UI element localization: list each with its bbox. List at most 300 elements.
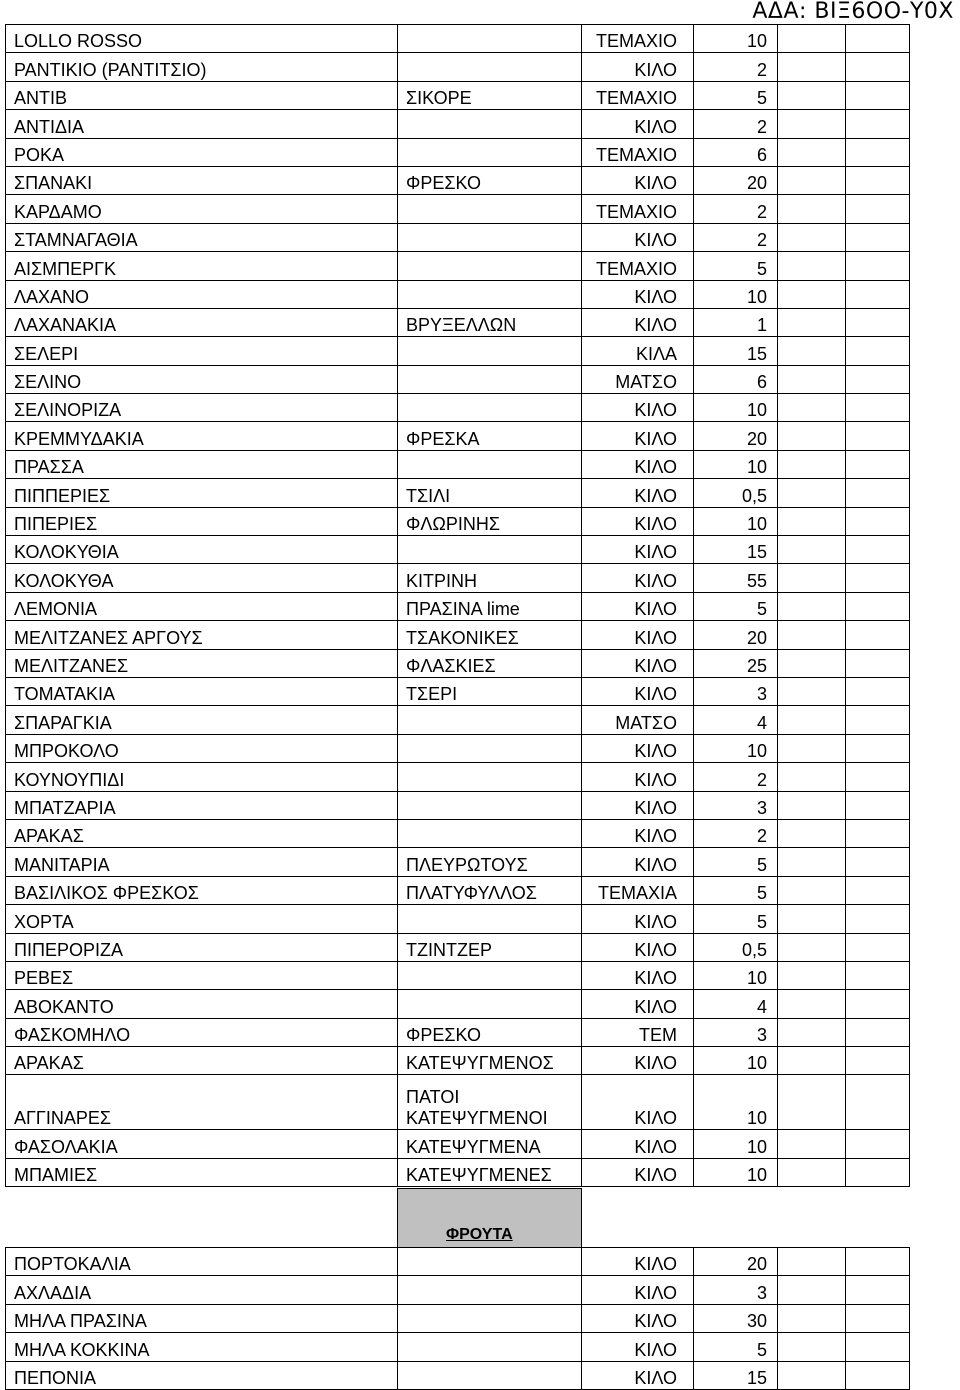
item-quantity: 4 <box>694 990 778 1018</box>
item-name: ΜΗΛΑ ΠΡΑΣΙΝΑ <box>6 1304 398 1332</box>
item-quantity: 5 <box>694 848 778 876</box>
item-quantity: 2 <box>694 53 778 81</box>
empty-cell <box>846 166 910 194</box>
table-row <box>6 1047 910 1075</box>
item-name: ΜΠΡΟΚΟΛΟ <box>6 734 398 762</box>
item-name: ΑΙΣΜΠΕΡΓΚ <box>6 252 398 280</box>
fruits-heading-row <box>6 1189 910 1248</box>
heading-spacer <box>778 1189 846 1248</box>
item-variety <box>398 1361 582 1389</box>
item-unit: ΚΙΛΟ <box>582 990 694 1018</box>
fruits-table <box>5 1188 910 1390</box>
empty-cell <box>778 933 846 961</box>
item-variety <box>398 536 582 564</box>
empty-cell <box>778 621 846 649</box>
item-unit: ΚΙΛΟ <box>582 592 694 620</box>
item-name: ΡΟΚΑ <box>6 138 398 166</box>
item-variety: ΣΙΚΟΡΕ <box>398 81 582 109</box>
empty-cell <box>778 564 846 592</box>
item-unit: ΚΙΛΟ <box>582 1248 694 1276</box>
empty-cell <box>778 81 846 109</box>
item-name: ΧΟΡΤΑ <box>6 905 398 933</box>
item-name: ΠΟΡΤΟΚΑΛΙΑ <box>6 1248 398 1276</box>
item-unit: ΚΙΛΟ <box>582 1158 694 1186</box>
item-unit: ΚΙΛΟ <box>582 819 694 847</box>
table-row <box>6 337 910 365</box>
empty-cell <box>846 1333 910 1361</box>
empty-cell <box>778 223 846 251</box>
item-name: ΦΑΣΟΛΑΚΙΑ <box>6 1130 398 1158</box>
empty-cell <box>778 422 846 450</box>
empty-cell <box>846 961 910 989</box>
empty-cell <box>846 1158 910 1186</box>
item-unit: ΚΙΛΟ <box>582 1276 694 1304</box>
empty-cell <box>778 1276 846 1304</box>
empty-cell <box>846 621 910 649</box>
empty-cell <box>846 138 910 166</box>
item-unit: ΚΙΛΑ <box>582 337 694 365</box>
item-variety <box>398 961 582 989</box>
item-unit: ΤΕΜΑΧΙΟ <box>582 81 694 109</box>
table-row <box>6 138 910 166</box>
empty-cell <box>846 81 910 109</box>
item-unit: ΚΙΛΟ <box>582 280 694 308</box>
item-variety: ΠΛΕΥΡΩΤΟΥΣ <box>398 848 582 876</box>
empty-cell <box>846 536 910 564</box>
item-name: ΠΕΠΟΝΙΑ <box>6 1361 398 1389</box>
item-name: ΠΙΠΕΡΟΡΙΖΑ <box>6 933 398 961</box>
item-name: ΦΑΣΚΟΜΗΛΟ <box>6 1018 398 1046</box>
item-quantity: 20 <box>694 422 778 450</box>
item-variety: ΚΑΤΕΨΥΓΜΕΝΕΣ <box>398 1158 582 1186</box>
item-quantity: 25 <box>694 649 778 677</box>
item-name: ΡΑΝΤΙΚΙΟ (ΡΑΝΤΙΤΣΙΟ) <box>6 53 398 81</box>
empty-cell <box>778 479 846 507</box>
item-variety: ΤΣΕΡΙ <box>398 677 582 705</box>
empty-cell <box>846 365 910 393</box>
item-variety <box>398 905 582 933</box>
item-quantity: 0,5 <box>694 933 778 961</box>
item-variety: ΦΡΕΣΚΑ <box>398 422 582 450</box>
item-unit: ΚΙΛΟ <box>582 223 694 251</box>
empty-cell <box>778 25 846 53</box>
empty-cell <box>846 280 910 308</box>
empty-cell <box>778 195 846 223</box>
item-name: ΑΡΑΚΑΣ <box>6 1047 398 1075</box>
empty-cell <box>778 252 846 280</box>
item-name: ΑΧΛΑΔΙΑ <box>6 1276 398 1304</box>
item-quantity: 20 <box>694 621 778 649</box>
item-variety: ΦΛΑΣΚΙΕΣ <box>398 649 582 677</box>
item-unit: ΤΕΜΑΧΙΟ <box>582 252 694 280</box>
item-quantity: 10 <box>694 1158 778 1186</box>
item-quantity: 10 <box>694 961 778 989</box>
item-variety <box>398 337 582 365</box>
table-row <box>6 252 910 280</box>
item-unit: ΚΙΛΟ <box>582 1304 694 1332</box>
item-unit: ΚΙΛΟ <box>582 1333 694 1361</box>
item-unit: ΚΙΛΟ <box>582 394 694 422</box>
item-name: ΛΑΧΑΝΑΚΙΑ <box>6 308 398 336</box>
item-quantity: 2 <box>694 819 778 847</box>
empty-cell <box>846 734 910 762</box>
item-name: ΑΝΤΙΔΙΑ <box>6 110 398 138</box>
item-variety <box>398 138 582 166</box>
empty-cell <box>778 308 846 336</box>
item-variety <box>398 734 582 762</box>
empty-cell <box>778 763 846 791</box>
empty-cell <box>846 706 910 734</box>
table-row <box>6 791 910 819</box>
empty-cell <box>846 252 910 280</box>
empty-cell <box>846 990 910 1018</box>
item-quantity: 10 <box>694 1075 778 1130</box>
table-row <box>6 1158 910 1186</box>
item-variety <box>398 195 582 223</box>
item-variety: ΠΡΑΣΙΝΑ lime <box>398 592 582 620</box>
item-variety: ΠΛΑΤΥΦΥΛΛΟΣ <box>398 876 582 904</box>
item-quantity: 20 <box>694 166 778 194</box>
item-name: ΜΕΛΙΤΖΑΝΕΣ <box>6 649 398 677</box>
item-quantity: 5 <box>694 252 778 280</box>
item-name: ΑΒΟΚΑΝΤΟ <box>6 990 398 1018</box>
item-unit: ΚΙΛΟ <box>582 507 694 535</box>
table-row <box>6 1248 910 1276</box>
item-name: ΜΠΑΜΙΕΣ <box>6 1158 398 1186</box>
empty-cell <box>778 1248 846 1276</box>
table-row <box>6 1018 910 1046</box>
item-name: ΚΡΕΜΜΥΔΑΚΙΑ <box>6 422 398 450</box>
empty-cell <box>846 1130 910 1158</box>
empty-cell <box>778 819 846 847</box>
empty-cell <box>778 677 846 705</box>
item-quantity: 10 <box>694 280 778 308</box>
table-row <box>6 223 910 251</box>
item-unit: ΚΙΛΟ <box>582 166 694 194</box>
empty-cell <box>846 195 910 223</box>
item-unit: ΤΕΜ <box>582 1018 694 1046</box>
table-row <box>6 933 910 961</box>
table-row <box>6 25 910 53</box>
table-row <box>6 1361 910 1389</box>
empty-cell <box>846 1075 910 1130</box>
item-unit: ΚΙΛΟ <box>582 763 694 791</box>
empty-cell <box>846 848 910 876</box>
item-name: ΣΕΛΙΝΟΡΙΖΑ <box>6 394 398 422</box>
empty-cell <box>778 848 846 876</box>
empty-cell <box>778 1075 846 1130</box>
item-variety: ΤΣΙΛΙ <box>398 479 582 507</box>
item-unit: ΜΑΤΣΟ <box>582 706 694 734</box>
heading-spacer <box>6 1189 398 1248</box>
empty-cell <box>846 507 910 535</box>
ada-stamp: ΑΔΑ: ΒΙΞ6ΟΟ-Υ0Χ <box>752 0 954 24</box>
item-unit: ΤΕΜΑΧΙΟ <box>582 25 694 53</box>
item-name: ΑΡΑΚΑΣ <box>6 819 398 847</box>
item-unit: ΚΙΛΟ <box>582 905 694 933</box>
empty-cell <box>846 819 910 847</box>
item-unit: ΚΙΛΟ <box>582 536 694 564</box>
item-variety: ΚΑΤΕΨΥΓΜΕΝΟΣ <box>398 1047 582 1075</box>
empty-cell <box>846 1047 910 1075</box>
empty-cell <box>846 933 910 961</box>
item-variety: ΦΡΕΣΚΟ <box>398 166 582 194</box>
item-name: ΒΑΣΙΛΙΚΟΣ ΦΡΕΣΚΟΣ <box>6 876 398 904</box>
empty-cell <box>778 905 846 933</box>
item-name: ΚΟΛΟΚΥΘΑ <box>6 564 398 592</box>
heading-spacer <box>846 1189 910 1248</box>
empty-cell <box>846 450 910 478</box>
empty-cell <box>846 876 910 904</box>
empty-cell <box>846 1276 910 1304</box>
item-quantity: 20 <box>694 1248 778 1276</box>
empty-cell <box>846 422 910 450</box>
item-variety <box>398 365 582 393</box>
empty-cell <box>846 394 910 422</box>
empty-cell <box>778 138 846 166</box>
item-variety <box>398 53 582 81</box>
item-unit: ΚΙΛΟ <box>582 450 694 478</box>
empty-cell <box>778 450 846 478</box>
empty-cell <box>846 53 910 81</box>
table-row <box>6 507 910 535</box>
item-variety <box>398 706 582 734</box>
item-quantity: 10 <box>694 1130 778 1158</box>
table-row <box>6 621 910 649</box>
empty-cell <box>778 706 846 734</box>
item-unit: ΚΙΛΟ <box>582 734 694 762</box>
item-name: ΠΡΑΣΣΑ <box>6 450 398 478</box>
item-quantity: 2 <box>694 110 778 138</box>
item-quantity: 5 <box>694 1333 778 1361</box>
empty-cell <box>846 564 910 592</box>
table-row <box>6 53 910 81</box>
heading-spacer <box>694 1189 778 1248</box>
heading-spacer <box>582 1189 694 1248</box>
item-name: ΡΕΒΕΣ <box>6 961 398 989</box>
empty-cell <box>846 905 910 933</box>
item-quantity: 5 <box>694 81 778 109</box>
item-quantity: 10 <box>694 1047 778 1075</box>
item-variety: ΒΡΥΞΕΛΛΩΝ <box>398 308 582 336</box>
empty-cell <box>778 990 846 1018</box>
table-row <box>6 876 910 904</box>
empty-cell <box>778 1158 846 1186</box>
item-unit: ΚΙΛΟ <box>582 961 694 989</box>
table-row <box>6 1304 910 1332</box>
item-quantity: 5 <box>694 876 778 904</box>
empty-cell <box>778 1333 846 1361</box>
table-row <box>6 677 910 705</box>
item-unit: ΚΙΛΟ <box>582 479 694 507</box>
item-quantity: 15 <box>694 536 778 564</box>
table-row <box>6 450 910 478</box>
item-name: ΠΙΠΠΕΡΙΕΣ <box>6 479 398 507</box>
empty-cell <box>846 308 910 336</box>
empty-cell <box>778 536 846 564</box>
table-row <box>6 195 910 223</box>
item-unit: ΚΙΛΟ <box>582 1130 694 1158</box>
table-row <box>6 1075 910 1130</box>
empty-cell <box>778 507 846 535</box>
item-quantity: 10 <box>694 507 778 535</box>
item-name: ΣΕΛΕΡΙ <box>6 337 398 365</box>
item-unit: ΚΙΛΟ <box>582 677 694 705</box>
item-quantity: 2 <box>694 195 778 223</box>
empty-cell <box>778 394 846 422</box>
empty-cell <box>778 1130 846 1158</box>
empty-cell <box>846 337 910 365</box>
item-name: ΚΟΥΝΟΥΠΙΔΙ <box>6 763 398 791</box>
table-row <box>6 308 910 336</box>
item-name: ΑΓΓΙΝΑΡΕΣ <box>6 1075 398 1130</box>
table-row <box>6 961 910 989</box>
table-row <box>6 280 910 308</box>
item-name: ΑΝΤΙΒ <box>6 81 398 109</box>
item-variety <box>398 763 582 791</box>
item-name: ΣΠΑΡΑΓΚΙΑ <box>6 706 398 734</box>
empty-cell <box>778 649 846 677</box>
item-quantity: 15 <box>694 1361 778 1389</box>
table-row <box>6 564 910 592</box>
item-quantity: 55 <box>694 564 778 592</box>
item-quantity: 10 <box>694 450 778 478</box>
empty-cell <box>778 1018 846 1046</box>
item-quantity: 15 <box>694 337 778 365</box>
item-variety <box>398 1304 582 1332</box>
table-row <box>6 365 910 393</box>
empty-cell <box>846 649 910 677</box>
table-row <box>6 592 910 620</box>
empty-cell <box>846 1304 910 1332</box>
empty-cell <box>846 1248 910 1276</box>
empty-cell <box>778 961 846 989</box>
empty-cell <box>778 166 846 194</box>
item-unit: ΚΙΛΟ <box>582 791 694 819</box>
table-row <box>6 848 910 876</box>
vegetables-table <box>5 24 910 1187</box>
item-quantity: 3 <box>694 1018 778 1046</box>
item-variety <box>398 1276 582 1304</box>
item-unit: ΜΑΤΣΟ <box>582 365 694 393</box>
item-unit: ΚΙΛΟ <box>582 422 694 450</box>
empty-cell <box>846 223 910 251</box>
table-row <box>6 1130 910 1158</box>
item-unit: ΚΙΛΟ <box>582 564 694 592</box>
item-variety: ΦΡΕΣΚΟ <box>398 1018 582 1046</box>
empty-cell <box>846 479 910 507</box>
item-variety: ΚΙΤΡΙΝΗ <box>398 564 582 592</box>
item-variety: ΤΖΙΝΤΖΕΡ <box>398 933 582 961</box>
item-name: ΣΠΑΝΑΚΙ <box>6 166 398 194</box>
table-row <box>6 990 910 1018</box>
item-unit: ΤΕΜΑΧΙΟ <box>582 195 694 223</box>
fruits-heading: ΦΡΟΥΤΑ <box>398 1189 582 1248</box>
item-variety <box>398 280 582 308</box>
table-row <box>6 734 910 762</box>
item-unit: ΚΙΛΟ <box>582 53 694 81</box>
item-variety <box>398 791 582 819</box>
empty-cell <box>778 1304 846 1332</box>
empty-cell <box>778 365 846 393</box>
item-unit: ΚΙΛΟ <box>582 110 694 138</box>
empty-cell <box>778 1047 846 1075</box>
empty-cell <box>778 592 846 620</box>
item-unit: ΤΕΜΑΧΙΟ <box>582 138 694 166</box>
empty-cell <box>778 1361 846 1389</box>
item-name: ΤΟΜΑΤΑΚΙΑ <box>6 677 398 705</box>
table-row <box>6 1276 910 1304</box>
item-quantity: 2 <box>694 223 778 251</box>
item-variety <box>398 110 582 138</box>
empty-cell <box>778 337 846 365</box>
item-name: ΠΙΠΕΡΙΕΣ <box>6 507 398 535</box>
item-name: ΣΤΑΜΝΑΓΑΘΙΑ <box>6 223 398 251</box>
item-quantity: 5 <box>694 592 778 620</box>
item-variety <box>398 990 582 1018</box>
item-name: ΛΑΧΑΝΟ <box>6 280 398 308</box>
item-variety <box>398 450 582 478</box>
empty-cell <box>778 53 846 81</box>
item-name: ΚΟΛΟΚΥΘΙΑ <box>6 536 398 564</box>
table-row <box>6 422 910 450</box>
item-quantity: 0,5 <box>694 479 778 507</box>
item-quantity: 3 <box>694 791 778 819</box>
item-quantity: 6 <box>694 138 778 166</box>
empty-cell <box>778 791 846 819</box>
item-unit: ΚΙΛΟ <box>582 1047 694 1075</box>
item-unit: ΤΕΜΑΧΙΑ <box>582 876 694 904</box>
empty-cell <box>778 110 846 138</box>
item-quantity: 10 <box>694 394 778 422</box>
table-row <box>6 905 910 933</box>
item-variety <box>398 1248 582 1276</box>
item-unit: ΚΙΛΟ <box>582 621 694 649</box>
item-quantity: 6 <box>694 365 778 393</box>
item-unit: ΚΙΛΟ <box>582 848 694 876</box>
item-name: ΜΠΑΤΖΑΡΙΑ <box>6 791 398 819</box>
table-row <box>6 706 910 734</box>
empty-cell <box>846 763 910 791</box>
table-row <box>6 81 910 109</box>
table-row <box>6 819 910 847</box>
item-name: ΣΕΛΙΝΟ <box>6 365 398 393</box>
item-variety <box>398 1333 582 1361</box>
item-quantity: 2 <box>694 763 778 791</box>
item-unit: ΚΙΛΟ <box>582 1075 694 1130</box>
item-name: ΜΑΝΙΤΑΡΙΑ <box>6 848 398 876</box>
item-quantity: 10 <box>694 734 778 762</box>
item-variety <box>398 25 582 53</box>
item-quantity: 5 <box>694 905 778 933</box>
empty-cell <box>846 677 910 705</box>
table-row <box>6 394 910 422</box>
empty-cell <box>846 110 910 138</box>
item-variety <box>398 394 582 422</box>
table-row <box>6 763 910 791</box>
item-quantity: 30 <box>694 1304 778 1332</box>
item-variety: ΚΑΤΕΨΥΓΜΕΝΑ <box>398 1130 582 1158</box>
table-row <box>6 1333 910 1361</box>
item-unit: ΚΙΛΟ <box>582 933 694 961</box>
table-row <box>6 166 910 194</box>
item-quantity: 1 <box>694 308 778 336</box>
item-quantity: 3 <box>694 677 778 705</box>
empty-cell <box>778 734 846 762</box>
empty-cell <box>846 1361 910 1389</box>
table-row <box>6 536 910 564</box>
empty-cell <box>778 876 846 904</box>
